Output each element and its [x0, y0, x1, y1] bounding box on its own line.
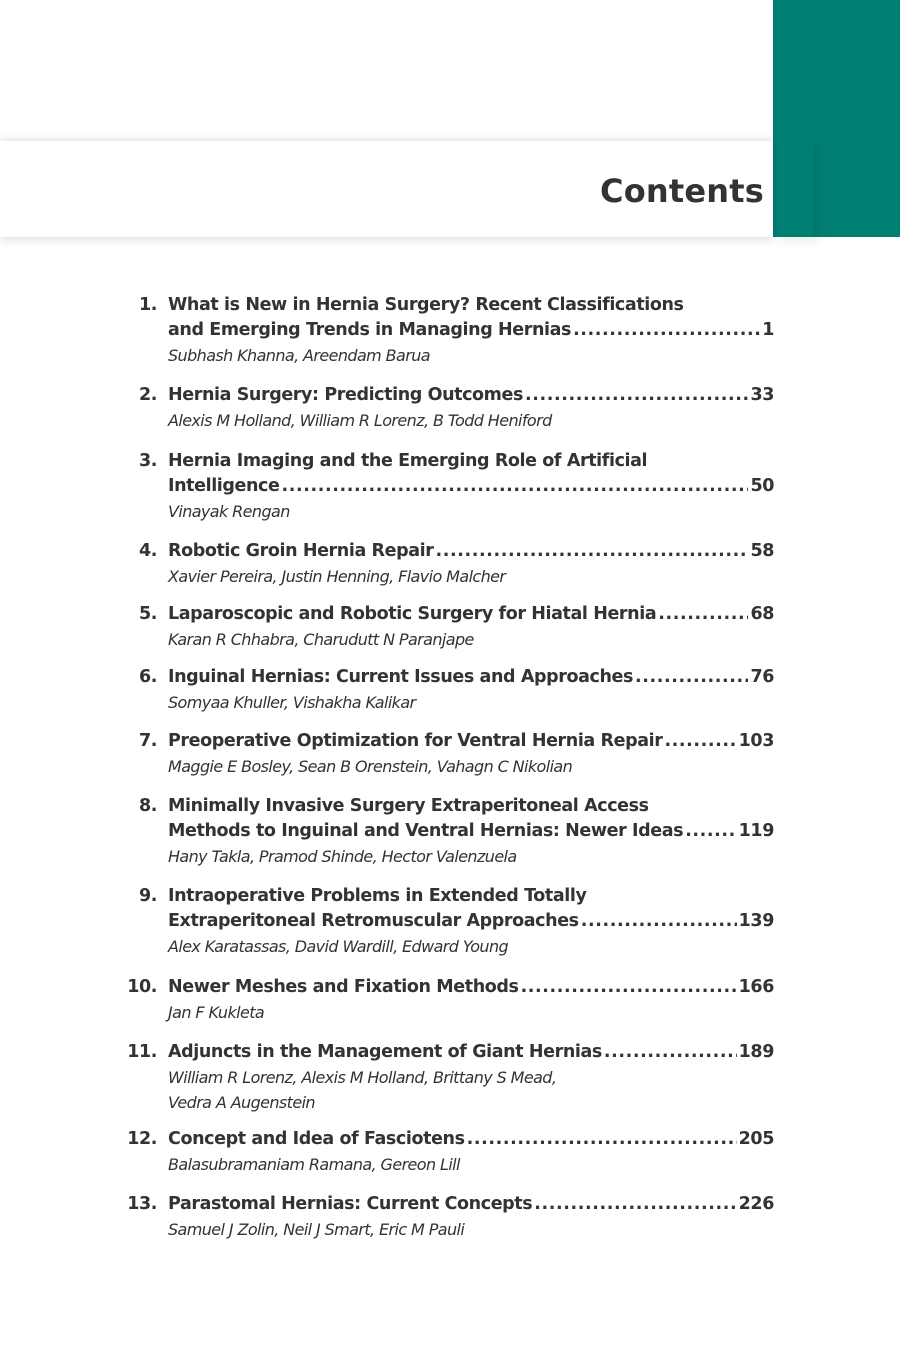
page-number: 139 — [738, 911, 774, 931]
chapter-authors: Alexis M Holland, William R Lorenz, B Todd Heniford — [168, 411, 552, 430]
chapter-authors: Karan R Chhabra, Charudutt N Paranjape — [168, 630, 474, 649]
page-number: 205 — [738, 1129, 774, 1149]
chapter-title-with-page — [168, 602, 774, 627]
dot-leader — [664, 729, 736, 754]
chapter-number: 4. — [138, 541, 157, 561]
chapter-title: Parastomal Hernias: Current Concepts — [168, 1194, 533, 1214]
chapter-authors: William R Lorenz, Alexis M Holland, Brittany S Mead, — [168, 1068, 557, 1087]
chapter-title: Inguinal Hernias: Current Issues and Approaches — [168, 667, 634, 687]
chapter-number: 6. — [138, 667, 157, 687]
chapter-number: 11. — [127, 1042, 157, 1062]
chapter-title-with-page — [168, 1192, 774, 1217]
chapter-title-line: Intraoperative Problems in Extended Totally — [168, 886, 587, 906]
dot-leader — [282, 474, 749, 499]
page-number: 166 — [738, 977, 774, 997]
toc-entry[interactable] — [0, 794, 900, 869]
toc-entry[interactable] — [0, 665, 900, 715]
page-number: 103 — [738, 731, 774, 751]
toc-entry[interactable] — [0, 884, 900, 959]
dot-leader — [534, 1192, 736, 1217]
chapter-authors: Jan F Kukleta — [168, 1003, 265, 1022]
toc-entry[interactable] — [0, 1127, 900, 1177]
chapter-number: 2. — [138, 385, 157, 405]
chapter-tab-accent — [773, 0, 900, 237]
toc-entry[interactable] — [0, 383, 900, 433]
chapter-title-with-page — [168, 474, 774, 499]
chapter-title-line: Hernia Imaging and the Emerging Role of Artificial — [168, 451, 648, 471]
dot-leader — [658, 602, 748, 627]
page-number: 119 — [738, 821, 774, 841]
chapter-title: Methods to Inguinal and Ventral Hernias: Newer Ideas — [168, 821, 684, 841]
toc-entry[interactable] — [0, 602, 900, 652]
chapter-title: Extraperitoneal Retromuscular Approaches — [168, 911, 579, 931]
chapter-number: 13. — [127, 1194, 157, 1214]
chapter-title: Newer Meshes and Fixation Methods — [168, 977, 519, 997]
chapter-title: Hernia Surgery: Predicting Outcomes — [168, 385, 524, 405]
dot-leader — [581, 909, 737, 934]
chapter-authors: Balasubramaniam Ramana, Gereon Lill — [168, 1155, 460, 1174]
chapter-title-with-page — [168, 1040, 774, 1065]
toc-entry[interactable] — [0, 539, 900, 589]
chapter-number: 8. — [138, 796, 157, 816]
chapter-title: Robotic Groin Hernia Repair — [168, 541, 434, 561]
chapter-title-with-page — [168, 975, 774, 1000]
dot-leader — [573, 318, 760, 343]
page-number: 189 — [738, 1042, 774, 1062]
toc-entry[interactable] — [0, 975, 900, 1025]
chapter-number: 10. — [127, 977, 157, 997]
chapter-number: 3. — [138, 451, 157, 471]
chapter-authors: Vedra A Augenstein — [168, 1093, 315, 1112]
chapter-authors: Xavier Pereira, Justin Henning, Flavio Malcher — [168, 567, 506, 586]
toc-entry[interactable] — [0, 1040, 900, 1115]
chapter-number: 9. — [138, 886, 157, 906]
toc-entry[interactable] — [0, 293, 900, 368]
chapter-authors: Alex Karatassas, David Wardill, Edward Young — [168, 937, 509, 956]
page-number: 76 — [750, 667, 774, 687]
chapter-title: and Emerging Trends in Managing Hernias — [168, 320, 572, 340]
chapter-title-line: Minimally Invasive Surgery Extraperitoneal Access — [168, 796, 649, 816]
chapter-authors: Subhash Khanna, Areendam Barua — [168, 346, 430, 365]
dot-leader — [521, 975, 737, 1000]
dot-leader — [635, 665, 748, 690]
page-number: 33 — [750, 385, 774, 405]
dot-leader — [604, 1040, 737, 1065]
page-number: 50 — [750, 476, 774, 496]
chapter-number: 7. — [138, 731, 157, 751]
page-number: 1 — [762, 320, 774, 340]
chapter-title-with-page — [168, 819, 774, 844]
chapter-authors: Maggie E Bosley, Sean B Orenstein, Vahagn C Nikolian — [168, 757, 573, 776]
chapter-title-with-page — [168, 318, 774, 343]
chapter-title: Laparoscopic and Robotic Surgery for Hiatal Hernia — [168, 604, 657, 624]
page-number: 68 — [750, 604, 774, 624]
chapter-authors: Vinayak Rengan — [168, 502, 290, 521]
chapter-authors: Hany Takla, Pramod Shinde, Hector Valenzuela — [168, 847, 517, 866]
page-title: Contents — [600, 172, 764, 210]
chapter-title: Adjuncts in the Management of Giant Hernias — [168, 1042, 602, 1062]
chapter-title-with-page — [168, 1127, 774, 1152]
chapter-title-line: What is New in Hernia Surgery? Recent Classifications — [168, 295, 684, 315]
chapter-title-with-page — [168, 665, 774, 690]
dot-leader — [525, 383, 748, 408]
chapter-title-with-page — [168, 539, 774, 564]
chapter-number: 1. — [138, 295, 157, 315]
chapter-authors: Somyaa Khuller, Vishakha Kalikar — [168, 693, 416, 712]
chapter-title: Preoperative Optimization for Ventral Hernia Repair — [168, 731, 663, 751]
chapter-title: Concept and Idea of Fasciotens — [168, 1129, 465, 1149]
chapter-title: Intelligence — [168, 476, 280, 496]
page-number: 58 — [750, 541, 774, 561]
chapter-title-with-page — [168, 383, 774, 408]
chapter-authors: Samuel J Zolin, Neil J Smart, Eric M Pauli — [168, 1220, 465, 1239]
dot-leader — [467, 1127, 737, 1152]
dot-leader — [435, 539, 748, 564]
dot-leader — [685, 819, 736, 844]
chapter-number: 5. — [138, 604, 157, 624]
toc-entry[interactable] — [0, 1192, 900, 1242]
chapter-title-with-page — [168, 909, 774, 934]
toc-entry[interactable] — [0, 449, 900, 524]
chapter-number: 12. — [127, 1129, 157, 1149]
chapter-title-with-page — [168, 729, 774, 754]
page-number: 226 — [738, 1194, 774, 1214]
toc-entry[interactable] — [0, 729, 900, 779]
